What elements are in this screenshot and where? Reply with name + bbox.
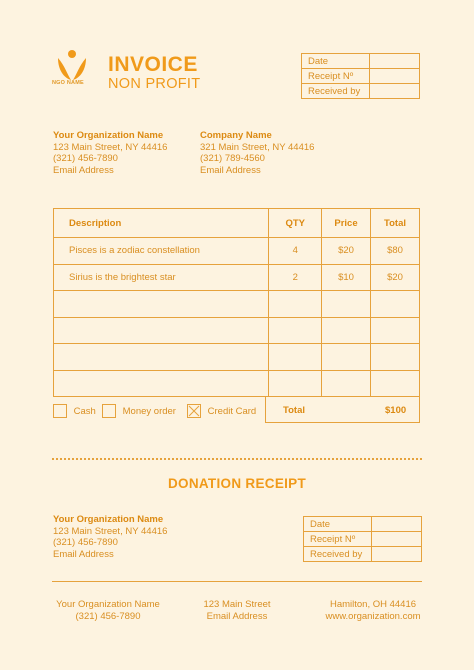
footer-col-2 — [187, 599, 287, 623]
footer-street: 123 Main Street — [203, 599, 271, 610]
sender-name: Your Organization Name — [53, 130, 164, 141]
receipt-org-name: Your Organization Name — [53, 514, 164, 525]
col-total: Total — [371, 209, 420, 238]
receipt-no-label: Receipt Nº — [302, 69, 370, 84]
credit-card-label: Credit Card — [207, 405, 257, 417]
footer-col-3 — [318, 599, 428, 623]
items-header-row — [54, 209, 420, 238]
payment-credit-card[interactable] — [187, 404, 256, 418]
recipient-address: 321 Main Street, NY 44416 — [200, 141, 315, 153]
empty-cell — [321, 291, 370, 318]
row-price: $10 — [321, 264, 370, 291]
col-price: Price — [321, 209, 370, 238]
table-row — [54, 291, 420, 318]
col-description: Description — [54, 209, 269, 238]
table-row — [54, 317, 420, 344]
sender-phone: (321) 456-7890 — [53, 153, 118, 164]
cash-label: Cash — [73, 405, 96, 417]
footer-divider — [52, 581, 422, 582]
empty-cell — [321, 370, 370, 397]
row-total: $80 — [371, 238, 420, 265]
empty-cell — [371, 291, 420, 318]
col-qty: QTY — [269, 209, 321, 238]
receipt-meta-table — [303, 516, 422, 562]
receipt-no-field-2[interactable] — [371, 532, 421, 547]
money-order-label: Money order — [122, 405, 176, 417]
table-row — [54, 344, 420, 371]
empty-cell — [321, 317, 370, 344]
empty-cell — [54, 291, 269, 318]
row-description: Pisces is a zodiac constellation — [54, 238, 269, 265]
table-row — [54, 264, 420, 291]
receipt-received-by-label: Received by — [304, 547, 372, 562]
credit-card-checkbox-checked[interactable] — [187, 404, 201, 418]
empty-cell — [269, 317, 321, 344]
empty-cell — [269, 291, 321, 318]
total-label: Total — [283, 405, 305, 416]
payment-money-order[interactable] — [102, 404, 176, 418]
empty-cell — [54, 370, 269, 397]
date-label: Date — [302, 54, 370, 69]
invoice-title: INVOICE — [108, 53, 198, 76]
footer-col-1 — [48, 599, 168, 623]
empty-cell — [371, 317, 420, 344]
row-price: $20 — [321, 238, 370, 265]
items-table — [53, 208, 420, 397]
empty-cell — [321, 344, 370, 371]
receipt-date-field[interactable] — [371, 517, 421, 532]
receipt-email: Email Address — [53, 548, 114, 560]
row-qty: 4 — [269, 238, 321, 265]
receipt-address: 123 Main Street, NY 44416 — [53, 525, 168, 537]
receipt-org-block — [53, 514, 167, 560]
money-order-checkbox[interactable] — [102, 404, 116, 418]
date-field[interactable] — [369, 54, 419, 69]
empty-cell — [371, 344, 420, 371]
empty-cell — [269, 344, 321, 371]
row-qty: 2 — [269, 264, 321, 291]
footer-email: Email Address — [206, 611, 268, 622]
sender-email: Email Address — [53, 164, 114, 176]
empty-cell — [269, 370, 321, 397]
receipt-no-field[interactable] — [369, 69, 419, 84]
footer-phone: (321) 456-7890 — [75, 611, 141, 622]
invoice-meta-table — [301, 53, 420, 99]
table-row — [54, 370, 420, 397]
receipt-phone: (321) 456-7890 — [53, 537, 118, 548]
sender-block — [53, 130, 167, 176]
footer-org-name: Your Organization Name — [56, 599, 160, 610]
logo-caption: NGO NAME — [52, 80, 84, 86]
receipt-received-by-field[interactable] — [371, 547, 421, 562]
received-by-label: Received by — [302, 84, 370, 99]
receipt-date-label: Date — [304, 517, 372, 532]
recipient-email: Email Address — [200, 164, 261, 176]
table-row — [54, 238, 420, 265]
footer-city: Hamilton, OH 44416 — [329, 599, 417, 610]
empty-cell — [54, 344, 269, 371]
receipt-title: DONATION RECEIPT — [167, 476, 307, 491]
dotted-divider — [52, 458, 422, 460]
row-description: Sirius is the brightest star — [54, 264, 269, 291]
row-total: $20 — [371, 264, 420, 291]
receipt-no-label-2: Receipt Nº — [304, 532, 372, 547]
received-by-field[interactable] — [369, 84, 419, 99]
invoice-subtitle: NON PROFIT — [108, 76, 201, 92]
empty-cell — [54, 317, 269, 344]
check-x-icon — [188, 405, 200, 417]
total-value: $100 — [385, 405, 407, 416]
payment-cash[interactable] — [53, 404, 96, 418]
recipient-block — [200, 130, 314, 176]
recipient-phone: (321) 789-4560 — [200, 153, 265, 164]
empty-cell — [371, 370, 420, 397]
cash-checkbox[interactable] — [53, 404, 67, 418]
total-row — [265, 397, 420, 423]
footer-website[interactable]: www.organization.com — [325, 611, 421, 622]
recipient-name: Company Name — [200, 130, 272, 141]
sender-address: 123 Main Street, NY 44416 — [53, 141, 168, 153]
